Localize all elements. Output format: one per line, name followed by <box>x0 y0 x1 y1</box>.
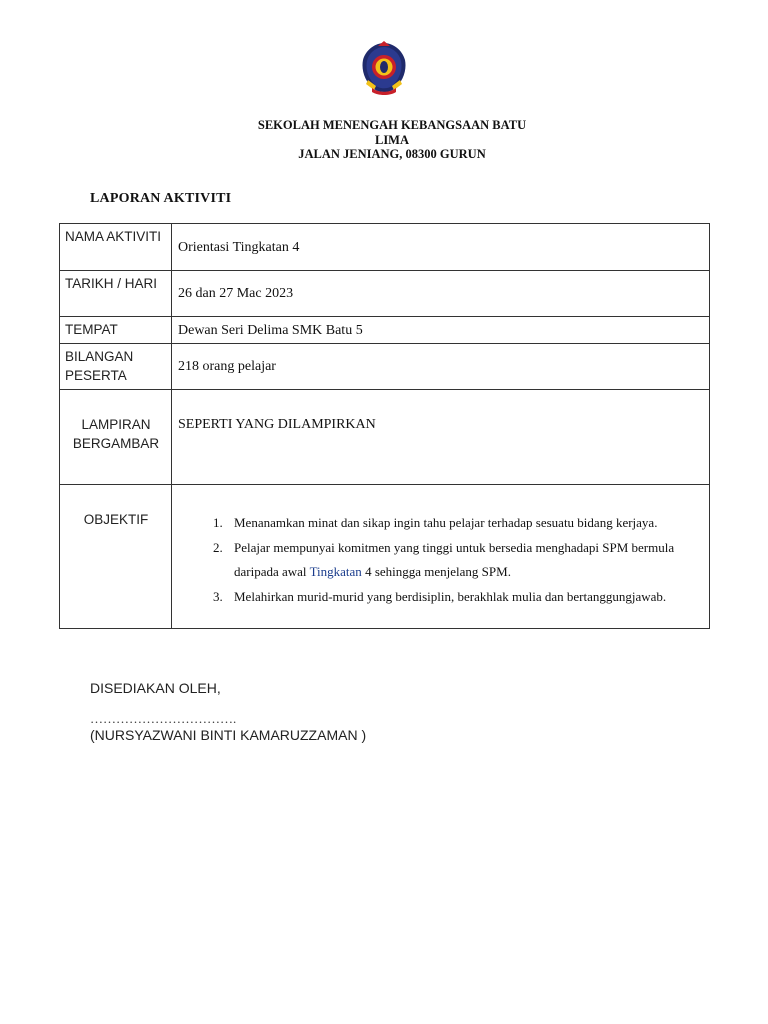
signature-dots: ……………………………. <box>90 711 237 726</box>
school-name-line1: SEKOLAH MENENGAH KEBANGSAAN BATU <box>257 118 527 132</box>
objective-item-2 <box>226 536 703 585</box>
label-activity-name: NAMA AKTIVITI <box>60 224 172 271</box>
table-row <box>60 317 710 344</box>
label-attachments-line1: LAMPIRAN <box>81 417 151 432</box>
objective-item-2-link[interactable]: Tingkatan <box>309 564 362 579</box>
prepared-by-label: DISEDIAKAN OLEH, <box>90 680 221 696</box>
label-venue: TEMPAT <box>60 317 172 344</box>
school-name-line2: LIMA <box>374 132 410 147</box>
objectives-cell <box>172 485 710 629</box>
table-row <box>60 485 710 629</box>
value-attachments: SEPERTI YANG DILAMPIRKAN <box>172 390 710 485</box>
objective-item-1: 1. Menanamkan minat dan sikap ingin tahu pelajar terhadap sesuatu bidang kerjaya. <box>226 511 703 536</box>
objective-item-2-end: 4 sehingga menjelang SPM. <box>361 564 511 579</box>
objective-item-3: 3. Melahirkan murid-murid yang berdisiplin, berakhlak mulia dan bertanggungjawab. <box>226 585 703 610</box>
value-activity-name: Orientasi Tingkatan 4 <box>178 239 300 255</box>
label-date-day: TARIKH / HARI <box>60 271 172 317</box>
label-participants: BILANGAN PESERTA <box>60 344 172 390</box>
school-crest-logo <box>358 40 410 96</box>
objectives-list <box>178 511 703 609</box>
label-attachments-line2: BERGAMBAR <box>72 436 160 451</box>
table-row <box>60 390 710 485</box>
school-header <box>0 118 768 165</box>
report-title: LAPORAN AKTIVITI <box>90 191 232 206</box>
objective-item-2-text: Pelajar mempunyai komitmen yang tinggi untuk bersedia menghadapi SPM bermula daripada awal <box>234 539 675 579</box>
value-date-day: 26 dan 27 Mac 2023 <box>178 286 294 301</box>
table-row <box>60 271 710 317</box>
signer-name: (NURSYAZWANI BINTI KAMARUZZAMAN ) <box>90 727 367 743</box>
table-row <box>60 224 710 271</box>
activity-report-table <box>59 223 710 629</box>
value-venue: Dewan Seri Delima SMK Batu 5 <box>178 322 363 338</box>
school-address: JALAN JENIANG, 08300 GURUN <box>298 147 486 161</box>
label-objectives: OBJEKTIF <box>60 485 172 629</box>
label-attachments <box>60 390 172 485</box>
value-participants: 218 orang pelajar <box>178 359 276 374</box>
table-row <box>60 344 710 390</box>
